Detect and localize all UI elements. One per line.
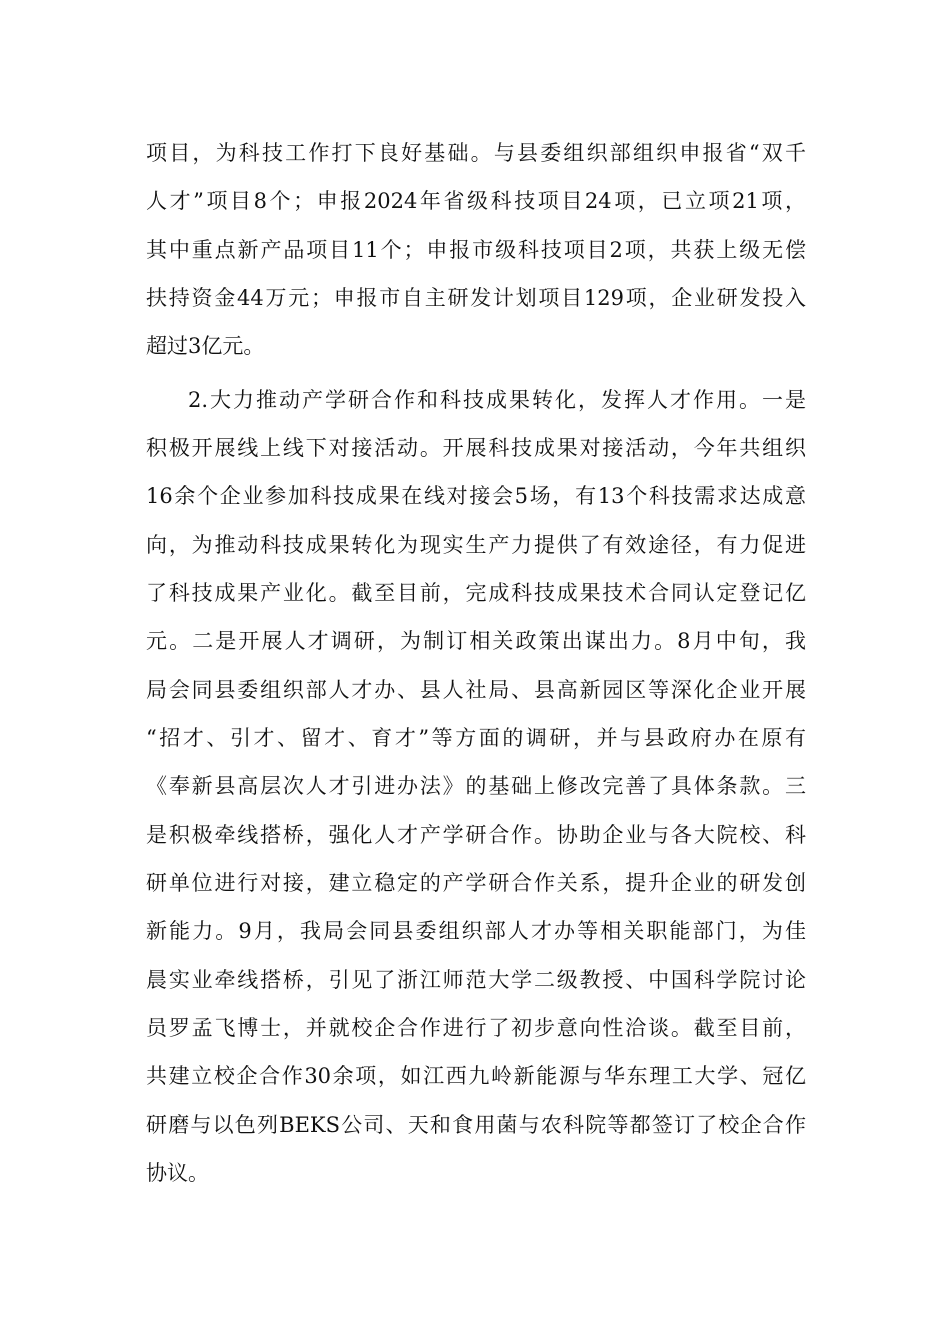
paragraph-line: 新能力。9月，我局会同县委组织部人才办等相关职能部门，为佳 xyxy=(146,919,806,943)
paragraph-line: 是积极牵线搭桥，强化人才产学研合作。协助企业与各大院校、科 xyxy=(146,823,806,847)
paragraph-line: 其中重点新产品项目11个；申报市级科技项目2项，共获上级无偿 xyxy=(146,238,806,262)
paragraph-line: 积极开展线上线下对接活动。开展科技成果对接活动，今年共组织 xyxy=(146,436,806,460)
paragraph-line: 研磨与以色列BEKS公司、天和食用菌与农科院等都签订了校企合作 xyxy=(146,1113,806,1137)
paragraph-line: 16余个企业参加科技成果在线对接会5场，有13个科技需求达成意 xyxy=(146,484,806,508)
paragraph-line: 向，为推动科技成果转化为现实生产力提供了有效途径，有力促进 xyxy=(146,533,806,557)
paragraph-line: 项目，为科技工作打下良好基础。与县委组织部组织申报省“双千 xyxy=(146,141,806,165)
paragraph-line: 晨实业牵线搭桥，引见了浙江师范大学二级教授、中国科学院讨论 xyxy=(146,968,806,992)
paragraph-line: “招才、引才、留才、育才”等方面的调研，并与县政府办在原有 xyxy=(146,726,806,750)
paragraph-line: 局会同县委组织部人才办、县人社局、县高新园区等深化企业开展 xyxy=(146,678,806,702)
paragraph-line: 人才”项目8个；申报2024年省级科技项目24项，已立项21项， xyxy=(146,189,806,213)
paragraph-line: 员罗孟飞博士，并就校企合作进行了初步意向性洽谈。截至目前， xyxy=(146,1016,806,1040)
paragraph-line: 研单位进行对接，建立稳定的产学研合作关系，提升企业的研发创 xyxy=(146,871,806,895)
paragraph-line: 《奉新县高层次人才引进办法》的基础上修改完善了具体条款。三 xyxy=(146,774,806,798)
paragraph-line: 扶持资金44万元；申报市自主研发计划项目129项，企业研发投入 xyxy=(146,286,806,310)
paragraph-line: 2.大力推动产学研合作和科技成果转化，发挥人才作用。一是 xyxy=(188,388,806,412)
paragraph-line: 协议。 xyxy=(146,1161,209,1185)
paragraph-line: 了科技成果产业化。截至目前，完成科技成果技术合同认定登记亿 xyxy=(146,581,806,605)
paragraph-line: 元。二是开展人才调研，为制订相关政策出谋出力。8月中旬，我 xyxy=(146,629,806,653)
paragraph-line: 共建立校企合作30余项，如江西九岭新能源与华东理工大学、冠亿 xyxy=(146,1064,806,1088)
paragraph-line: 超过3亿元。 xyxy=(146,334,265,358)
